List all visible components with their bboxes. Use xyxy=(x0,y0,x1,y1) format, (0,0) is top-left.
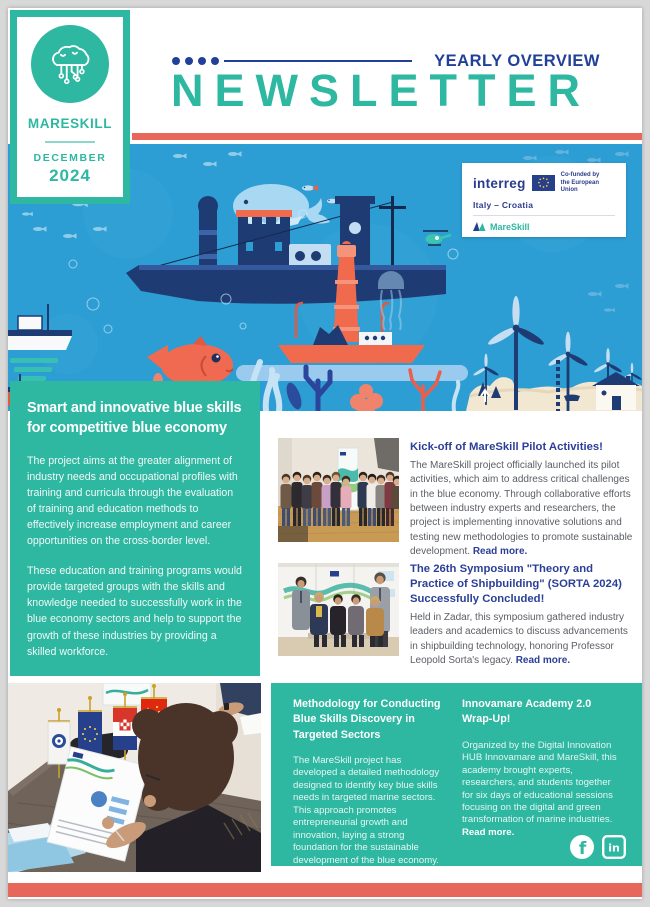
news-1-read-more-link[interactable]: Read more. xyxy=(472,546,528,558)
red-divider xyxy=(132,133,642,140)
brand-name: MARESKILL xyxy=(27,116,113,131)
footer-red-bar xyxy=(8,883,642,897)
facebook-icon[interactable] xyxy=(570,835,594,859)
news-item-2 xyxy=(410,562,638,668)
news-2-title: The 26th Symposium "Theory and Practice of Shipbuilding" (SORTA 2024) Successfully Concluded! xyxy=(410,563,622,605)
masthead-inner xyxy=(17,17,123,197)
cofunded-text: Co-funded by the European Union xyxy=(560,172,600,193)
bottom-article-2 xyxy=(462,697,620,839)
partner-divider xyxy=(473,215,615,216)
hero-box xyxy=(10,381,260,676)
mareskill-mark-icon xyxy=(473,222,486,231)
linkedin-icon[interactable] xyxy=(602,835,626,859)
news-1-title: Kick-off of MareSkill Pilot Activities! xyxy=(410,441,603,453)
project-name: MareSkill xyxy=(490,221,530,232)
svg-text:in: in xyxy=(608,841,620,855)
hero-heading: Smart and innovative blue skills for competitive blue economy xyxy=(27,400,242,437)
bottom-article-2-body: Organized by the Digital Innovation HUB Innovamare and MareSkill, this academy brought experts, researchers, and students together for six days of educational sessions focusing on the digital and green transformation of marine industries. Read more. xyxy=(462,739,617,838)
issue-year: 2024 xyxy=(49,166,91,185)
page-body xyxy=(8,8,642,899)
issue-month: DECEMBER xyxy=(33,152,107,164)
news-item-1 xyxy=(410,440,638,560)
hero-paragraph-2: These education and training programs would provide targeted groups with the skills and knowledge needed to successfully work in the blue economy sectors and help to support the growth of these industries by providing a skilled workforce. xyxy=(27,565,242,658)
social-links xyxy=(570,835,626,859)
bottom-article-1-title: Methodology for Conducting Blue Skills Discovery in Targeted Sectors xyxy=(293,698,441,741)
meeting-photo xyxy=(8,683,261,872)
hero-paragraph-1: The project aims at the greater alignment of industry needs and occupational profiles with training and curricula through the evaluation of training and education methods to effectively increase employment and career opportunities on the cross-border level. xyxy=(27,454,238,548)
brand-divider xyxy=(45,141,95,143)
symposium-photo xyxy=(278,563,399,656)
interreg-logo: interreg xyxy=(473,175,526,191)
bottom-article-1-body: The MareSkill project has developed a detailed methodology designed to identify key blue skills needs in targeted marine sectors. This approach promotes entrepreneurial growth and innovation, laying a strong foundation for the sustainable development of the blue economy. Read more. xyxy=(293,754,440,879)
newsletter-title: NEWSLETTER xyxy=(171,65,591,116)
bottom-article-2-read-more-link[interactable]: Read more. xyxy=(462,826,515,838)
bottom-article-1 xyxy=(293,697,447,880)
bottom-articles-box xyxy=(271,683,642,879)
news-2-read-more-link[interactable]: Read more. xyxy=(515,654,571,666)
header-dots xyxy=(172,57,219,65)
brand-logo-circle xyxy=(31,25,109,103)
bottom-article-1-read-more-link[interactable]: Read more. xyxy=(293,867,346,879)
programme-region: Italy – Croatia xyxy=(473,199,534,210)
eu-flag-icon xyxy=(532,175,555,191)
news-1-body: The MareSkill project officially launched its pilot activities, which aim to address critical challenges in the blue economy. Through collaborative efforts between industry experts and researchers, the project is implementing innovative solutions and testing new methodologies to promote sustainable development. Read more. xyxy=(410,459,633,558)
bottom-article-2-title: Innovamare Academy 2.0 Wrap-Up! xyxy=(462,698,592,726)
news-2-body: Held in Zadar, this symposium gathered industry leaders and academics to discuss advancements in shipbuilding technology, honoring Professor Leopold Sorta's legacy. Read more. xyxy=(410,611,628,666)
partner-logo-box xyxy=(462,163,626,237)
masthead-card xyxy=(10,10,130,204)
eyebrow-text: YEARLY OVERVIEW xyxy=(434,52,600,70)
kickoff-photo xyxy=(278,438,399,542)
svg-text:f: f xyxy=(578,839,587,859)
cloud-circuit-icon xyxy=(44,38,96,90)
